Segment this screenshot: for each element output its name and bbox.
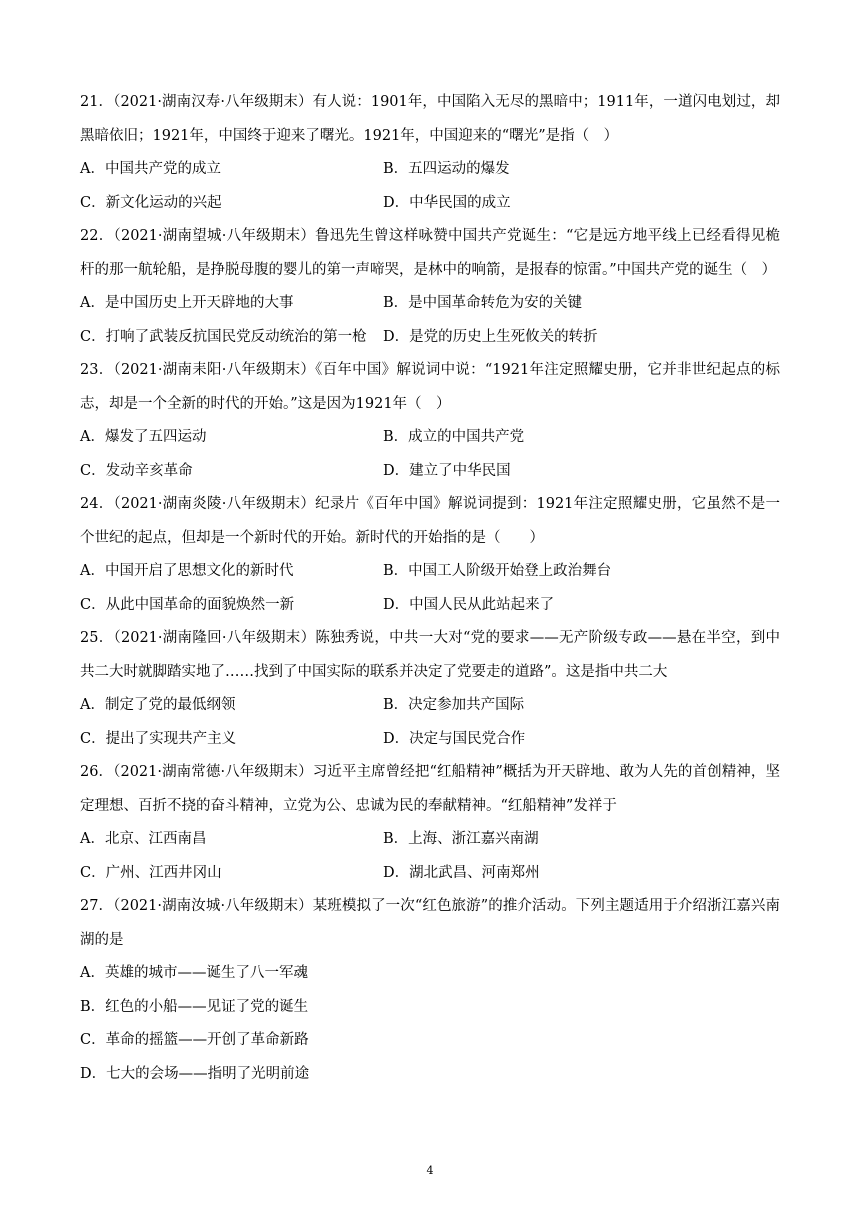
option-c[interactable]: C．提出了实现共产主义 xyxy=(80,730,237,747)
option-b[interactable]: B．五四运动的爆发 xyxy=(383,161,510,177)
option-row xyxy=(80,153,780,187)
question-stem: 24．（2021·湖南炎陵·八年级期末）纪录片《百年中国》解说词提到：1921年注定照耀史册，它虽然不是一个世纪的起点，但却是一个新时代的开始。新时代的开始指的是（ ） xyxy=(80,496,780,546)
option-a[interactable]: A．是中国历史上开天辟地的大事 xyxy=(80,295,294,311)
exam-page xyxy=(80,86,780,1091)
option-c[interactable]: C．革命的摇篮——开创了革命新路 xyxy=(80,1032,309,1048)
option-b[interactable]: B．上海、浙江嘉兴南湖 xyxy=(383,831,539,847)
option-c[interactable]: C．打响了武装反抗国民党反动统治的第一枪 xyxy=(80,328,367,345)
question-26 xyxy=(80,756,780,890)
option-b[interactable]: B．成立的中国共产党 xyxy=(383,429,525,445)
question-stem: 23．（2021·湖南耒阳·八年级期末）《百年中国》解说词中说：“1921年注定照耀史册，它并非世纪起点的标志，却是一个全新的时代的开始。”这是因为1921年（ ） xyxy=(80,362,780,412)
option-row xyxy=(80,723,780,757)
option-b[interactable]: B．是中国革命转危为安的关键 xyxy=(383,295,583,311)
option-c[interactable]: C．广州、江西井冈山 xyxy=(80,864,222,881)
option-c[interactable]: C．发动辛亥革命 xyxy=(80,462,193,479)
option-a[interactable]: A．中国开启了思想文化的新时代 xyxy=(80,563,294,579)
question-stem: 21．（2021·湖南汉寿·八年级期末）有人说：1901年，中国陷入无尽的黑暗中；1911年，一道闪电划过，却黑暗依旧；1921年，中国终于迎来了曙光。1921年，中国迎来的“曙光”是指（ ） xyxy=(80,94,780,144)
question-21 xyxy=(80,86,780,220)
option-a[interactable]: A．北京、江西南昌 xyxy=(80,831,207,847)
option-c[interactable]: C．新文化运动的兴起 xyxy=(80,194,222,211)
option-row xyxy=(80,321,780,355)
option-row xyxy=(80,823,780,857)
option-a[interactable]: A．英雄的城市——诞生了八一军魂 xyxy=(80,965,308,981)
option-d[interactable]: D．建立了中华民国 xyxy=(383,462,511,479)
option-c[interactable]: C．从此中国革命的面貌焕然一新 xyxy=(80,596,295,613)
question-25 xyxy=(80,622,780,756)
option-row xyxy=(80,455,780,489)
option-row xyxy=(80,287,780,321)
question-stem: 25．（2021·湖南隆回·八年级期末）陈独秀说，中共一大对“党的要求——无产阶级专政——悬在半空，到中共二大时就脚踏实地了……找到了中国实际的联系并决定了党要走的道路”。这是指中共二大 xyxy=(80,630,780,680)
option-b[interactable]: B．红色的小船——见证了党的诞生 xyxy=(80,998,309,1015)
question-stem: 22．（2021·湖南望城·八年级期末）鲁迅先生曾这样咏赞中国共产党诞生：“它是远方地平线上已经看得见桅杆的那一航轮船，是挣脱母腹的婴儿的第一声啼哭，是林中的响箭，是报春的惊雷。”中国共产党的诞生（ ） xyxy=(80,228,780,278)
option-a[interactable]: A．爆发了五四运动 xyxy=(80,429,207,445)
option-row xyxy=(80,555,780,589)
option-a[interactable]: A．制定了党的最低纲领 xyxy=(80,697,236,713)
option-d[interactable]: D．湖北武昌、河南郑州 xyxy=(383,864,540,881)
option-row xyxy=(80,589,780,623)
page-number: 4 xyxy=(426,1164,434,1177)
question-22 xyxy=(80,220,780,354)
option-row xyxy=(80,187,780,221)
option-d[interactable]: D．决定与国民党合作 xyxy=(383,730,526,747)
option-b[interactable]: B．中国工人阶级开始登上政治舞台 xyxy=(383,563,612,579)
option-a[interactable]: A．中国共产党的成立 xyxy=(80,161,221,177)
question-stem: 27．（2021·湖南汝城·八年级期末）某班模拟了一次“红色旅游”的推介活动。下列主题适用于介绍浙江嘉兴南湖的是 xyxy=(80,898,780,948)
option-d[interactable]: D．七大的会场——指明了光明前途 xyxy=(80,1065,310,1082)
option-row xyxy=(80,689,780,723)
option-d[interactable]: D．是党的历史上生死攸关的转折 xyxy=(383,328,598,345)
question-24 xyxy=(80,488,780,622)
option-b[interactable]: B．决定参加共产国际 xyxy=(383,697,525,713)
question-27 xyxy=(80,890,780,1091)
question-stem: 26．（2021·湖南常德·八年级期末）习近平主席曾经把“红船精神”概括为开天辟地、敢为人先的首创精神，坚定理想、百折不挠的奋斗精神，立党为公、忠诚为民的奉献精神。“红船精神”发祥于 xyxy=(80,764,780,814)
option-d[interactable]: D．中华民国的成立 xyxy=(383,194,511,211)
question-23 xyxy=(80,354,780,488)
option-row xyxy=(80,421,780,455)
option-d[interactable]: D．中国人民从此站起来了 xyxy=(383,596,555,613)
option-row xyxy=(80,857,780,891)
